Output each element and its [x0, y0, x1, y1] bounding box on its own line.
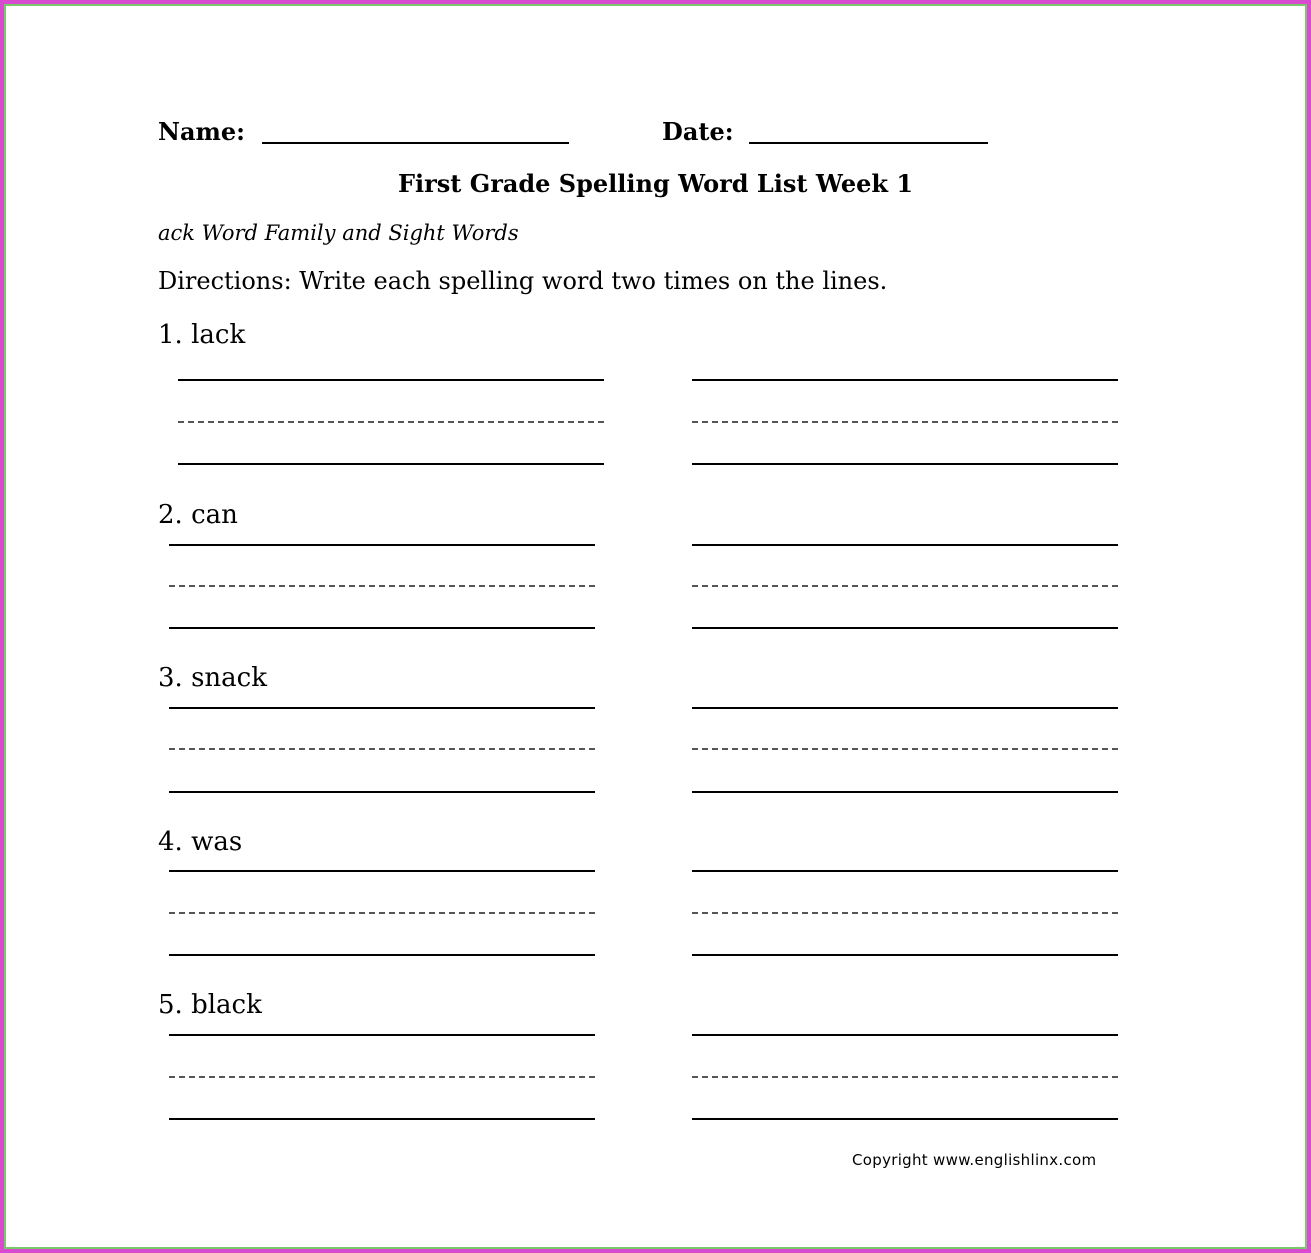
- writing-line-top[interactable]: [692, 544, 1118, 546]
- word-label: 3. snack: [158, 663, 267, 693]
- writing-line-mid: [169, 585, 595, 587]
- writing-line-top[interactable]: [169, 870, 595, 872]
- writing-line-top[interactable]: [178, 379, 604, 381]
- writing-line-base[interactable]: [169, 1118, 595, 1120]
- directions: Directions: Write each spelling word two times on the lines.: [158, 267, 888, 295]
- writing-line-top[interactable]: [692, 379, 1118, 381]
- copyright-text: Copyright www.englishlinx.com: [852, 1151, 1097, 1169]
- word-label: 4. was: [158, 827, 243, 857]
- writing-line-base[interactable]: [178, 463, 604, 465]
- writing-line-mid: [692, 912, 1118, 914]
- writing-line-mid: [692, 748, 1118, 750]
- writing-line-top[interactable]: [169, 707, 595, 709]
- writing-line-base[interactable]: [169, 954, 595, 956]
- writing-line-mid: [692, 585, 1118, 587]
- writing-line-base[interactable]: [692, 954, 1118, 956]
- word-label: 5. black: [158, 990, 262, 1020]
- writing-line-mid: [692, 1076, 1118, 1078]
- writing-line-base[interactable]: [169, 791, 595, 793]
- subtitle: ack Word Family and Sight Words: [158, 221, 519, 245]
- word-label: 1. lack: [158, 320, 246, 350]
- writing-line-base[interactable]: [169, 627, 595, 629]
- name-label: Name:: [158, 117, 246, 146]
- writing-line-top[interactable]: [692, 870, 1118, 872]
- writing-line-mid: [169, 748, 595, 750]
- writing-line-top[interactable]: [692, 707, 1118, 709]
- page-title: First Grade Spelling Word List Week 1: [397, 169, 914, 198]
- date-blank[interactable]: [749, 142, 988, 144]
- writing-line-mid: [692, 421, 1118, 423]
- name-blank[interactable]: [262, 142, 569, 144]
- date-label: Date:: [662, 117, 734, 146]
- writing-line-top[interactable]: [169, 1034, 595, 1036]
- writing-line-base[interactable]: [692, 791, 1118, 793]
- writing-line-base[interactable]: [692, 627, 1118, 629]
- writing-line-mid: [169, 912, 595, 914]
- writing-line-mid: [178, 421, 604, 423]
- writing-line-top[interactable]: [692, 1034, 1118, 1036]
- word-label: 2. can: [158, 500, 238, 530]
- writing-line-top[interactable]: [169, 544, 595, 546]
- writing-line-mid: [169, 1076, 595, 1078]
- writing-line-base[interactable]: [692, 1118, 1118, 1120]
- writing-line-base[interactable]: [692, 463, 1118, 465]
